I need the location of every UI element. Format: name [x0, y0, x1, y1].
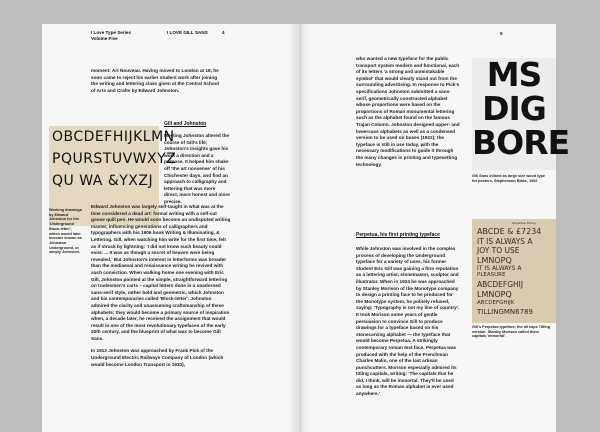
gill-specimen-line: TILLINGMN6789 [477, 308, 533, 316]
page-number: 5 [500, 31, 503, 36]
gill-specimen-line: Perpetua Titling [512, 221, 536, 225]
page-number: 4 [222, 30, 225, 35]
gill-specimen-line: ABCDEFGHIJK [477, 300, 515, 306]
perpetua-titling-specimen [472, 219, 556, 323]
right-column-paragraph: who wanted a new typeface for the public transport system modern and functional, each of its letters 'a strong and unmistakable symbol' that would clearly stand out from the surrounding advertising. In response to Pick's specifications Johnston submitted a sans-serif, geometrically constructed alphabet whose proportions were based on the proportions of Roman monumental lettering such as the alphabet found on the famous Trajan Column. Johnston designed upper- and lowercase alphabets as well as a condensed version to be used on buses (1922); the typeface is still in use today, with the necessary modifications to guide it through the many changes in printing and typesetting technology. [356, 56, 460, 167]
ms-specimen-row: MS [486, 55, 542, 94]
johnston-column-paragraph: Meeting Johnston altered the course of Gill's life; Johnston's insights gave his work a direction and a purpose. It helped him shake off 'the art nonsense' of his Chichester days, and find an approach to calligraphy and lettering that was more direct, more honest and more precise. [164, 133, 230, 204]
ms-caption: Gill Sans inlined as large size wood type for posters, Stephenson Blake, 1962 [472, 174, 546, 183]
volume-label: Volume Five [91, 36, 118, 41]
subheading-perpetua: Perpetua, his first printing typeface [356, 232, 440, 238]
gill-specimen-line: ABCDEFGHIJ [477, 280, 524, 289]
intro-paragraph: moment: Art Nouveau. Having moved to London at 18, he soon came to reject his earlier student work after joining the writing and lettering class given at the Central School of Arts and Crafts by Edward Johnston. [91, 68, 219, 93]
main-paragraph: In 1913 Johnston was approached by Frank Pick of the Underground Electric Railways Company of London (which would become London Transport in 1933), [91, 348, 224, 367]
gill-caption: Gill's Perpetua typeface, the all caps Titling version. Stanley Morison called them capitals 'immortal'. [472, 325, 551, 339]
specimen-row: PQURSTUVWXYZ [52, 151, 177, 167]
right-page [300, 24, 570, 432]
specimen-caption: Working drawings by Edward Johnston for the 'Underground Block-letter', which would later become known as Johnston Underground, or simply Johnston. [49, 208, 82, 255]
subheading-gill-johnston: Gill and Johnston [164, 121, 207, 127]
gill-specimen-line: IT IS ALWAYS A [477, 265, 522, 272]
gill-specimen-line: ABCDE & £7234 [477, 227, 542, 236]
ms-specimen-row: BORE [472, 123, 570, 162]
gill-specimen-line: LMNOPQ [477, 256, 512, 265]
series-title: I Love Type Series [91, 30, 131, 35]
gill-specimen-line: IT IS ALWAYS A [477, 237, 533, 246]
main-paragraph: Edward Johnston was largely self-taught in what was at the time considered a dead art: formal writing with a self-cut goose quill pen. He would soon become an undisputed writing master, influencing generations of calligraphers and typographers with his 1906 book Writing & Illuminating, & Lettering. Gill, when watching him write for the first time, felt as if struck by lightning: 'I did not know such beauty could exist. ... It was as though a secret of heaven were being revealed.' But Johnston's interest in letterforms was broader than the mediaeval and renaissance writing he revived with such conviction. When walking home one evening with Eric Gill, Johnston pointed at the simple, straightforward lettering on tradesmen's carts – capital letters done in a unadorned sans-serif style, rather bold and geometric, which Johnston and his contemporaries called 'Block-letter'. Johnston admired the clarity and unassuming craftsmanship of these alphabets; they would become a primary source of inspiration when, a decade later, he received the assignment that would result in one of the most revolutionary typefaces of the early 20th century, and the blueprint of what was to become Gill Sans. [91, 204, 231, 341]
gill-specimen-line: LMNOPQ [477, 290, 512, 299]
specimen-row: QU WA &YXZJ [52, 173, 154, 189]
main-column [91, 204, 231, 374]
perpetua-paragraph: While Johnston was involved in the complex process of developing the Underground typeface for a variety of uses, his former student Eric Gill was gaining a firm reputation as a lettering artist, stonemason, sculptor and illustrator. When in 1924 he was approached by Stanley Morison of the Monotype company to design a printing face to be produced for the Monotype system, he politely refused, saying: 'Typography is not my line of country'. It took Morison some years of gentle persuasion to convince Gill to produce drawings for a typeface based on his stonecarving alphabet — the typeface that would become Perpetua. A strikingly contemporary roman text face, Perpetua was produced with the help of the Frenchman Charles Malin, one of the last artisan punchcutters. Morison especially admired its titling capitals, writing: 'The capitals that he did, I think, will be immortal. They'll be used as long as the Roman alphabet is ever used anywhere.' [356, 246, 460, 397]
spine-shadow [288, 24, 312, 432]
specimen-row: OBCDEFHIJKLMN [52, 129, 175, 145]
gill-specimen-line: JOY TO USE [477, 246, 520, 255]
gill-specimen-line: PLEASURE [477, 272, 506, 278]
ms-specimen-row: DIG [482, 89, 546, 128]
left-page [42, 24, 300, 432]
running-title: I LOVE GILL SANS [167, 30, 208, 35]
ms-dig-bore-specimen [472, 55, 570, 170]
